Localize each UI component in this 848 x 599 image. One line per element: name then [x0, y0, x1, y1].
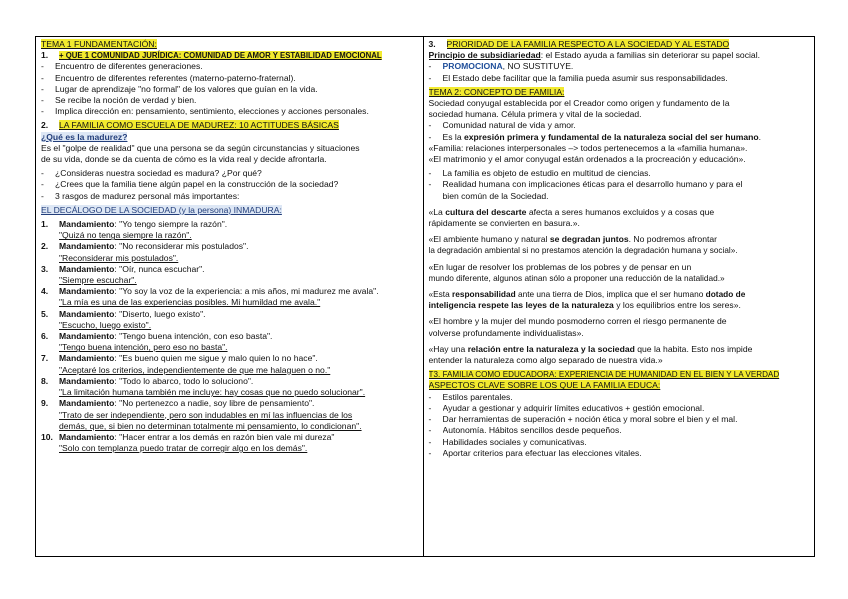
list-item-text: Lugar de aprendizaje "no formal" de los valores que guían en la vida.	[55, 83, 318, 94]
list-item	[41, 95, 419, 106]
estado-text: El Estado debe facilitar que la familia pueda asumir sus responsabilidades.	[442, 72, 728, 83]
mandamiento-number: 3.	[41, 263, 49, 274]
mandamiento-item	[41, 264, 419, 286]
ambiente-quote	[429, 234, 811, 245]
question-text: ¿Crees que la familia tiene algún papel en la construcción de la sociedad?	[55, 179, 339, 190]
mandamiento-text: : "Es bueno quien me sigue y malo quien lo no hace".	[114, 353, 318, 364]
tema1-title: TEMA 1 FUNDAMENTACIÓN:	[41, 39, 157, 49]
mandamiento-number: 9.	[41, 398, 49, 409]
section-3-title: PRIORIDAD DE LA FAMILIA RESPECTO A LA SOCIEDAD Y AL ESTADO	[446, 39, 730, 49]
mandamiento-text: : "Diserto, luego existo".	[114, 308, 206, 319]
list-item-text: Encuentro de diferentes referentes (materno-paterno-fraternal).	[55, 72, 296, 83]
descarte-line2: rápidamente se convierten en basura.».	[428, 218, 580, 229]
text-run: «Hay una	[428, 343, 468, 354]
mandamiento-response: "La mía es una de las experiencias posibles. Mi humildad me avala."	[59, 297, 321, 308]
aspecto-text: Autonomía. Hábitos sencillos desde pequeños.	[442, 425, 622, 436]
mandamiento-text: : "Yo soy la voz de la experiencia: a mis años, mi madurez me avala".	[114, 286, 379, 297]
section-number: 3.	[428, 39, 436, 49]
mandamiento-response: "Aceptaré los criterios, independientemente de que me halaguen o no."	[59, 364, 331, 375]
aspecto-text: Habilidades sociales y comunicativas.	[442, 436, 587, 447]
aspecto-text: Estilos parentales.	[442, 391, 513, 402]
mandamiento-response: demás, que, si bien no determinan totalmente mi pensamiento, lo condicionan".	[59, 420, 362, 431]
aspecto-item	[429, 403, 811, 414]
sociedad-line1: Sociedad conyugal establecida por el Creador como origen y fundamento de la	[428, 98, 730, 109]
sociedad-item: - Es la expresión primera y fundamental de la naturaleza social del ser humano.	[428, 131, 762, 142]
mandamiento-line	[59, 286, 419, 297]
mandamiento-label: Mandamiento	[59, 331, 115, 342]
dash-marker: -	[41, 61, 44, 72]
question-item	[41, 191, 419, 202]
mandamiento-item	[41, 376, 419, 398]
question-text: ¿Consideras nuestra sociedad es madura? ¿Por qué?	[55, 168, 262, 179]
mandamiento-item	[41, 309, 419, 331]
aspectos-title: ASPECTOS CLAVE SOBRE LOS QUE LA FAMILIA EDUCA:	[428, 380, 661, 391]
mandamiento-label: Mandamiento	[59, 286, 115, 297]
text-run-bold: expresión primera y fundamental de la naturaleza social del ser humano	[464, 131, 759, 142]
subsidiariedad-label: Principio de subsidiariedad	[428, 50, 541, 61]
subsidiariedad-text: : el Estado ayuda a familias sin deteriorar su papel social.	[540, 50, 760, 61]
text-run-bold: inteligencia respete las leyes de la naturaleza	[428, 300, 614, 311]
mandamiento-body	[59, 331, 419, 353]
section-number: 2.	[41, 120, 49, 131]
dash-marker: -	[41, 106, 44, 117]
mandamiento-response: "Trato de ser independiente, pero son indudables en mí las influencias de los	[59, 409, 353, 420]
section-1-heading	[41, 50, 419, 61]
dash-marker: -	[41, 168, 44, 179]
realidad-line2: bien común de la Sociedad.	[442, 190, 549, 201]
section-number: 1.	[41, 50, 49, 61]
list-item	[41, 106, 419, 117]
mandamiento-number: 7.	[41, 353, 49, 364]
dash-marker: -	[428, 447, 432, 458]
dash-marker: -	[41, 179, 44, 190]
section-3-heading	[429, 39, 811, 50]
mandamiento-body	[59, 432, 419, 454]
dash-marker: -	[41, 95, 44, 106]
list-item	[41, 84, 419, 95]
right-column	[424, 37, 815, 556]
mandamiento-line	[59, 309, 419, 320]
mandamiento-label: Mandamiento	[59, 308, 115, 319]
mandamiento-text: : "Yo tengo siempre la razón".	[114, 219, 228, 230]
realidad-line1: Realidad humana con implicaciones éticas para el desarrollo humano y para el	[442, 179, 743, 190]
left-column	[36, 37, 424, 556]
familia-relaciones: «Familia: relaciones interpersonales –> todos pertenecemos a la «familia humana».	[428, 142, 748, 153]
text-run: afecta a seres humanos excluidos y a cosas que	[526, 206, 715, 217]
t3-title: T3. FAMILIA COMO EDUCADORA: EXPERIENCIA DE HUMANIDAD EN EL BIEN Y LA VERDAD	[428, 370, 780, 380]
descarte-quote	[429, 207, 811, 218]
dash-marker: -	[428, 425, 432, 436]
text-run-bold: se degradan juntos	[549, 234, 629, 245]
promociona-rest: , NO SUSTITUYE.	[502, 61, 574, 72]
mandamiento-response: "Reconsiderar mis postulados".	[59, 252, 179, 263]
mandamiento-label: Mandamiento	[59, 263, 115, 274]
mandamiento-line	[59, 331, 419, 342]
pobres-line1: «En lugar de resolver los problemas de los pobres y de pensar en un	[428, 261, 692, 272]
aspecto-text: Dar herramientas de superación + noción ética y moral sobre el bien y el mal.	[442, 414, 738, 425]
realidad-item: - Realidad humana con implicaciones éticas para el desarrollo humano y para el bien común de la Sociedad.	[429, 179, 811, 201]
mandamiento-line	[59, 432, 419, 443]
relacion-quote	[429, 344, 811, 355]
mandamiento-line	[59, 398, 419, 409]
mandamiento-line	[59, 353, 419, 364]
mandamiento-response: "Tengo buena intención, pero eso no basta".	[59, 342, 228, 353]
mandamiento-item	[41, 219, 419, 241]
mandamiento-number: 2.	[41, 241, 49, 252]
list-item-text: Encuentro de diferentes generaciones.	[55, 61, 203, 72]
mandamiento-response: "Quizá no tenga siempre la razón".	[59, 230, 192, 241]
aspecto-item	[429, 414, 811, 425]
mandamiento-text: : "Tengo buena intención, con eso basta".	[114, 331, 273, 342]
ciencias-text: La familia es objeto de estudio en multitud de ciencias.	[442, 168, 651, 179]
list-item	[41, 61, 419, 72]
text-run-bold: cultura del descarte	[445, 206, 527, 217]
madurez-definition-line1: Es el "golpe de realidad" que una persona se da según circunstancias y situaciones	[41, 142, 360, 153]
text-run: «El ambiente humano y natural	[428, 234, 550, 245]
mandamiento-response: "Siempre escuchar".	[59, 275, 137, 286]
question-item	[41, 168, 419, 179]
list-item-text: Implica dirección en: pensamiento, sentimiento, elecciones y acciones personales.	[55, 106, 369, 117]
text-run: «La	[428, 206, 446, 217]
mandamiento-body	[59, 219, 419, 241]
dash-marker: -	[428, 414, 432, 425]
mandamiento-response: "Solo con templanza puedo tratar de corregir algo en los demás".	[59, 443, 308, 454]
section-2-title: LA FAMILIA COMO ESCUELA DE MADUREZ: 10 ACTITUDES BÁSICAS	[59, 120, 339, 131]
dash-marker: -	[41, 72, 44, 83]
hombre-line1: «El hombre y la mujer del mundo posmoderno corren el riesgo permanente de	[428, 316, 727, 327]
list-item-text: Se recibe la noción de verdad y bien.	[55, 95, 197, 106]
mandamiento-body	[59, 264, 419, 286]
mandamiento-line	[59, 241, 419, 252]
aspecto-item	[429, 448, 811, 459]
promociona-word: PROMOCIONA	[442, 61, 503, 72]
text-run-bold: responsabilidad	[452, 289, 516, 300]
aspecto-item	[429, 425, 811, 436]
dash-marker: -	[41, 190, 44, 201]
estado-item: - El Estado debe facilitar que la familia pueda asumir sus responsabilidades.	[429, 73, 811, 84]
section-1-title: + QUE 1 COMUNIDAD JURÍDICA: COMUNIDAD DE AMOR Y ESTABILIDAD EMOCIONAL	[59, 51, 382, 61]
mandamiento-line	[59, 376, 419, 387]
relacion-line2: entender la naturaleza como algo separado de nuestra vida.»	[428, 355, 663, 366]
text-run: y los equilibrios entre los seres».	[613, 300, 741, 311]
dash-marker: -	[41, 83, 44, 94]
mandamiento-label: Mandamiento	[59, 375, 115, 386]
text-run-bold: relación entre la naturaleza y la sociedad	[467, 343, 635, 354]
decalogo-title: EL DECÁLOGO DE LA SOCIEDAD (y la persona) INMADURA:	[41, 204, 282, 215]
mandamiento-number: 4.	[41, 286, 49, 297]
list-item	[41, 73, 419, 84]
text-run: «Esta	[428, 289, 453, 300]
question-text: 3 rasgos de madurez personal más importantes:	[55, 190, 240, 201]
ciencias-item: - La familia es objeto de estudio en multitud de ciencias.	[429, 168, 811, 179]
mandamiento-text: : "Hacer entrar a los demás en razón bien vale mi dureza"	[114, 431, 335, 442]
ambiente-line2: la degradación ambiental si no prestamos atención la degradación humana y social».	[428, 246, 738, 256]
mandamiento-number: 1.	[41, 219, 49, 230]
mandamiento-label: Mandamiento	[59, 398, 115, 409]
mandamiento-label: Mandamiento	[59, 241, 115, 252]
mandamiento-line	[59, 219, 419, 230]
aspecto-text: Ayudar a gestionar y adquirir límites educativos + gestión emocional.	[442, 402, 705, 413]
mandamiento-text: : "Oír, nunca escuchar".	[114, 263, 205, 274]
mandamiento-item	[41, 353, 419, 375]
aspecto-item	[429, 437, 811, 448]
mandamiento-label: Mandamiento	[59, 353, 115, 364]
mandamiento-body	[59, 286, 419, 308]
mandamiento-number: 10.	[41, 431, 53, 442]
madurez-definition-line2: de su vida, donde se da cuenta de cómo es la vida real y decide afrontarla.	[41, 154, 327, 165]
text-run: que la habita. Esto nos impide	[634, 343, 753, 354]
promociona-item: - PROMOCIONA, NO SUSTITUYE.	[428, 61, 574, 72]
matrimonio-quote: «El matrimonio y el amor conyugal están ordenados a la procreación y educación».	[428, 154, 746, 165]
mandamiento-number: 8.	[41, 375, 49, 386]
sociedad-item-text: Comunidad natural de vida y amor.	[442, 120, 576, 131]
mandamiento-item	[41, 286, 419, 308]
mandamiento-line	[59, 264, 419, 275]
mandamiento-text: : "No pertenezco a nadie, soy libre de pensamiento".	[114, 398, 315, 409]
section-2-heading	[41, 120, 419, 131]
aspecto-text: Aportar criterios para efectuar las elecciones vitales.	[442, 447, 642, 458]
mandamiento-number: 5.	[41, 308, 49, 319]
mandamiento-body	[59, 353, 419, 375]
madurez-question: ¿Qué es la madurez?	[41, 131, 128, 142]
text-run: .	[758, 131, 762, 142]
pobres-line2: mundo diferente, algunos atinan sólo a proponer una reducción de la natalidad.»	[428, 272, 725, 283]
text-run: Es la	[442, 131, 464, 142]
dash-marker: -	[428, 402, 432, 413]
tema2-title: TEMA 2: CONCEPTO DE FAMILIA:	[428, 86, 565, 97]
question-item	[41, 179, 419, 190]
dash-marker: -	[428, 391, 432, 402]
sociedad-line2: sociedad humana. Célula primera y vital de la sociedad.	[428, 109, 642, 120]
mandamiento-body	[59, 241, 419, 263]
hombre-line2: volverse profundamente individualistas».	[428, 327, 584, 338]
mandamiento-text: : "No reconsiderar mis postulados".	[114, 241, 249, 252]
mandamiento-item	[41, 331, 419, 353]
mandamiento-body	[59, 309, 419, 331]
mandamiento-body	[59, 398, 419, 432]
mandamiento-text: : "Todo lo abarco, todo lo soluciono".	[114, 375, 254, 386]
sociedad-item: - Comunidad natural de vida y amor.	[429, 120, 811, 131]
mandamiento-body	[59, 376, 419, 398]
text-run: ante una tierra de Dios, implica que el ser humano	[515, 289, 706, 300]
mandamiento-item	[41, 432, 419, 454]
mandamiento-item	[41, 398, 419, 432]
mandamiento-label: Mandamiento	[59, 219, 115, 230]
text-run-bold: dotado de	[705, 289, 746, 300]
document-table	[35, 36, 815, 557]
responsabilidad-line2	[429, 300, 811, 311]
responsabilidad-quote	[429, 289, 811, 300]
aspecto-item	[429, 392, 811, 403]
mandamiento-label: Mandamiento	[59, 431, 115, 442]
dash-marker: -	[428, 436, 432, 447]
mandamiento-number: 6.	[41, 331, 49, 342]
mandamiento-response: "Escucho, luego existo".	[59, 319, 152, 330]
mandamiento-response: "La limitación humana también me incluye: hay cosas que no puedo solucionar".	[59, 387, 366, 398]
mandamiento-item	[41, 241, 419, 263]
text-run: . No podremos afrontar	[628, 234, 718, 245]
